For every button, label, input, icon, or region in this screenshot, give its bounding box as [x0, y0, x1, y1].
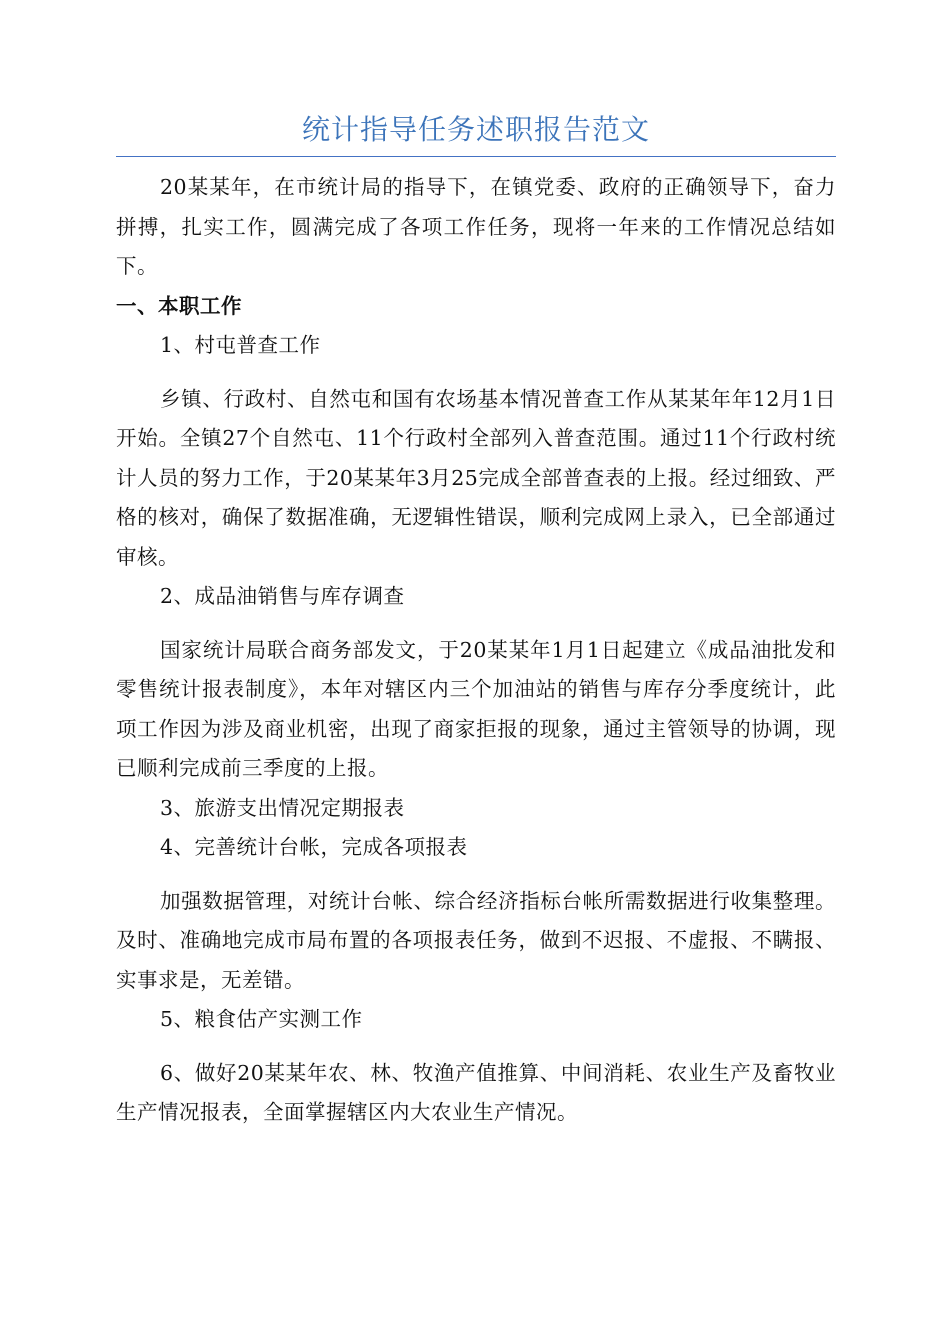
item-5-title: 5、粮食估产实测工作 [160, 1007, 363, 1031]
title-block [116, 108, 836, 157]
document-title: 统计指导任务述职报告范文 [301, 113, 650, 146]
item-2-body: 国家统计局联合商务部发文，于20某某年1月1日起建立《成品油批发和零售统计报表制度》，本年对辖区内三个加油站的销售与库存分季度统计，此项工作因为涉及商业机密，出现了商家拒报的现象，通过主管领导的协调，现已顺利完成前三季度的上报。 [116, 637, 836, 780]
item-6-paragraph: 6、做好20某某年农、林、牧渔产值推算、中间消耗、农业生产及畜牧业生产情况报表，全面掌握辖区内大农业生产情况。 [116, 1060, 836, 1124]
document-body [116, 168, 836, 1133]
item-1-body: 乡镇、行政村、自然屯和国有农场基本情况普查工作从某某年年12月1日开始。全镇27个自然屯、11个行政村全部列入普查范围。通过11个行政村统计人员的努力工作，于20某某年3月25完成全部普查表的上报。经过细致、严格的核对，确保了数据准确，无逻辑性错误，顺利完成网上录入，已全部通过审核。 [116, 386, 836, 569]
item-1-title: 1、村屯普查工作 [160, 333, 321, 357]
item-4-title: 4、完善统计台帐，完成各项报表 [160, 835, 468, 859]
item-2-title: 2、成品油销售与库存调查 [160, 584, 405, 608]
intro-paragraph: 20某某年，在市统计局的指导下，在镇党委、政府的正确领导下，奋力拼搏，扎实工作，圆满完成了各项工作任务，现将一年来的工作情况总结如下。 [116, 175, 836, 278]
item-4-body: 加强数据管理，对统计台帐、综合经济指标台帐所需数据进行收集整理。及时、准确地完成市局布置的各项报表任务，做到不迟报、不虚报、不瞒报、实事求是，无差错。 [116, 888, 836, 992]
item-3-title: 3、旅游支出情况定期报表 [160, 795, 405, 820]
section-heading: 一、本职工作 [116, 293, 242, 318]
